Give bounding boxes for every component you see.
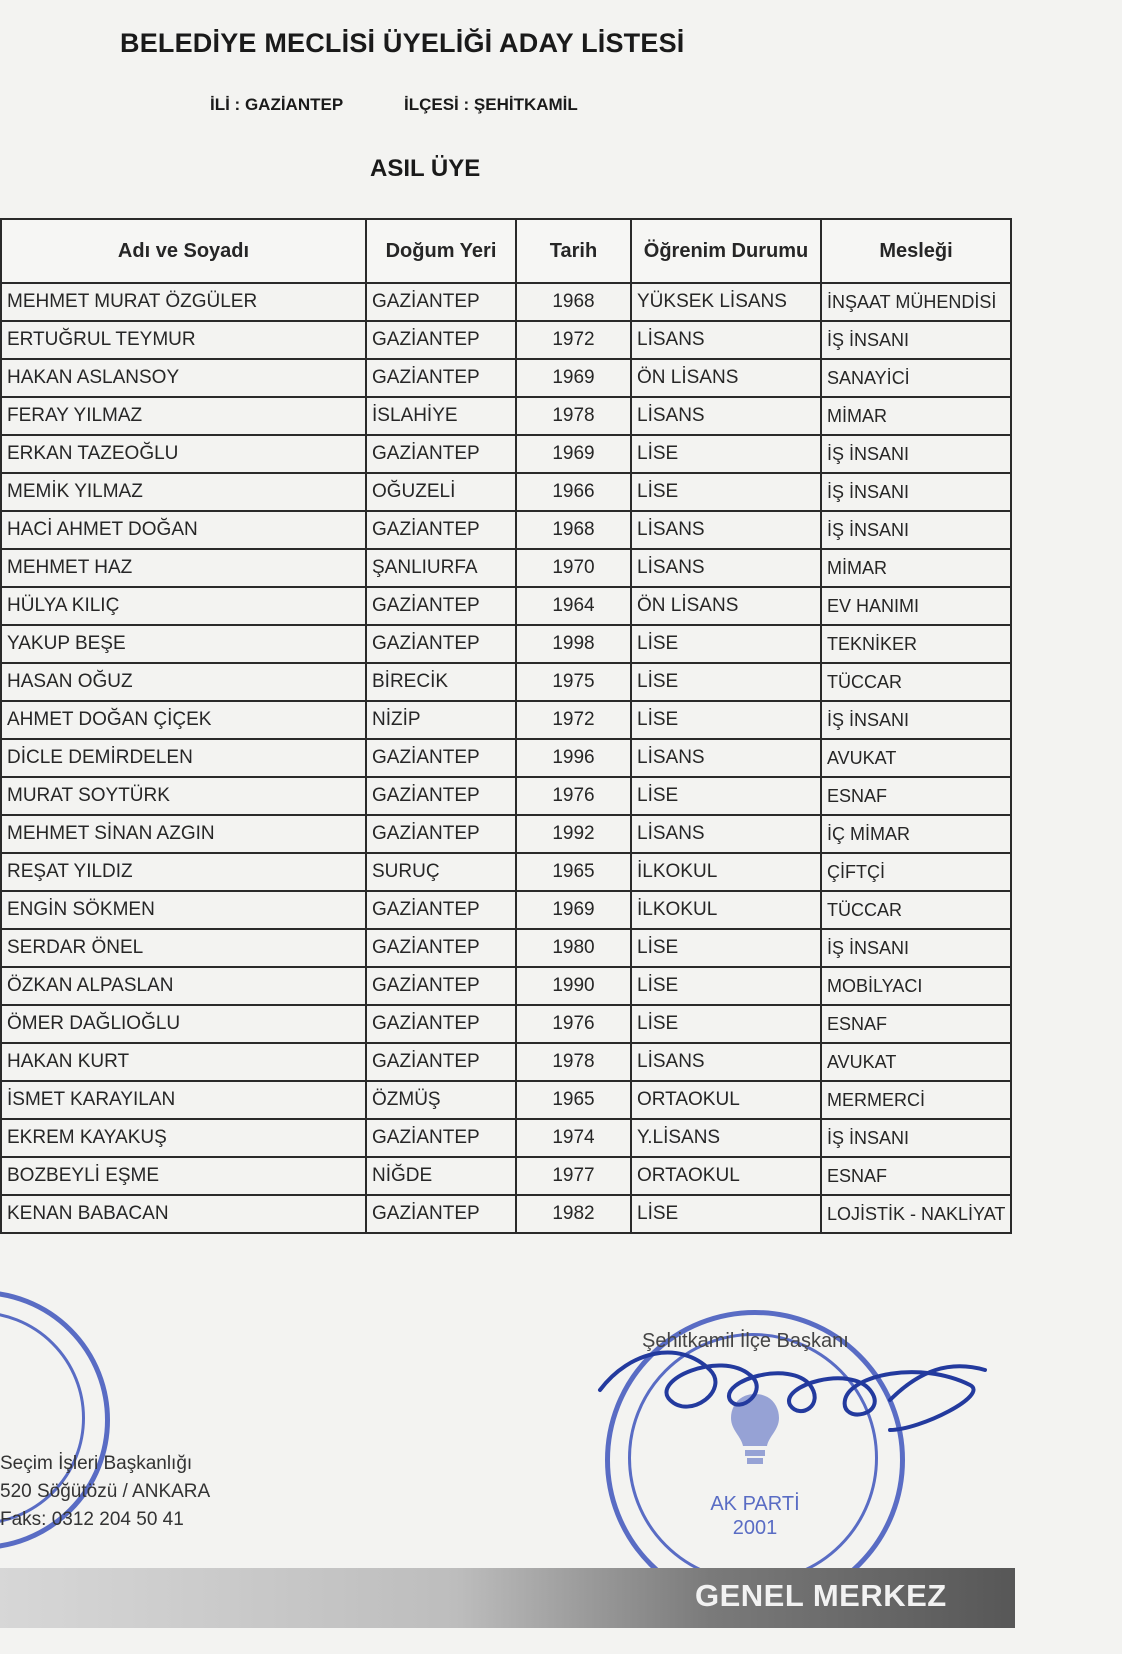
- table-row: [1, 853, 1011, 891]
- signature-label: Şehitkamil İlçe Başkanı: [642, 1330, 849, 1352]
- cell-education: LİSE: [631, 967, 821, 1005]
- table-row: [1, 549, 1011, 587]
- table-row: [1, 701, 1011, 739]
- cell-occupation: İŞ İNSANI: [821, 435, 1011, 473]
- cell-education: LİSE: [631, 929, 821, 967]
- office-line: 520 Söğütözü / ANKARA: [0, 1481, 211, 1502]
- cell-occupation: TÜCCAR: [821, 663, 1011, 701]
- cell-year: 1972: [516, 701, 631, 739]
- cell-name: HAKAN KURT: [1, 1043, 366, 1081]
- cell-occupation: EV HANIMI: [821, 587, 1011, 625]
- cell-year: 1992: [516, 815, 631, 853]
- cell-education: ORTAOKUL: [631, 1081, 821, 1119]
- cell-name: ÖMER DAĞLIOĞLU: [1, 1005, 366, 1043]
- cell-occupation: LOJİSTİK - NAKLİYAT: [821, 1195, 1011, 1233]
- cell-education: LİSE: [631, 701, 821, 739]
- cell-year: 1998: [516, 625, 631, 663]
- cell-year: 1969: [516, 891, 631, 929]
- stamp-year: 2001: [732, 1517, 778, 1539]
- cell-year: 1970: [516, 549, 631, 587]
- cell-year: 1965: [516, 853, 631, 891]
- office-line: Seçim İşleri Başkanlığı: [0, 1453, 193, 1474]
- cell-year: 1975: [516, 663, 631, 701]
- cell-name: HÜLYA KILIÇ: [1, 587, 366, 625]
- candidate-table: [0, 218, 1012, 1234]
- handwritten-signature: [590, 1330, 1010, 1480]
- cell-birthplace: OĞUZELİ: [366, 473, 516, 511]
- cell-name: MURAT SOYTÜRK: [1, 777, 366, 815]
- cell-year: 1972: [516, 321, 631, 359]
- header-education: Öğrenim Durumu: [631, 219, 821, 283]
- cell-name: HAKAN ASLANSOY: [1, 359, 366, 397]
- cell-education: LİSANS: [631, 739, 821, 777]
- cell-occupation: İŞ İNSANI: [821, 321, 1011, 359]
- table-row: [1, 967, 1011, 1005]
- cell-education: LİSE: [631, 1005, 821, 1043]
- table-row: [1, 587, 1011, 625]
- cell-occupation: TÜCCAR: [821, 891, 1011, 929]
- province-label: İLİ : GAZİANTEP: [210, 95, 344, 114]
- cell-name: ÖZKAN ALPASLAN: [1, 967, 366, 1005]
- cell-occupation: AVUKAT: [821, 739, 1011, 777]
- cell-education: LİSANS: [631, 1043, 821, 1081]
- cell-name: ENGİN SÖKMEN: [1, 891, 366, 929]
- header-year: Tarih: [516, 219, 631, 283]
- cell-birthplace: GAZİANTEP: [366, 1119, 516, 1157]
- cell-year: 1965: [516, 1081, 631, 1119]
- cell-occupation: İŞ İNSANI: [821, 701, 1011, 739]
- cell-name: HASAN OĞUZ: [1, 663, 366, 701]
- cell-birthplace: GAZİANTEP: [366, 739, 516, 777]
- cell-occupation: MOBİLYACI: [821, 967, 1011, 1005]
- table-row: [1, 1081, 1011, 1119]
- cell-education: LİSANS: [631, 321, 821, 359]
- district-label: İLÇESİ : ŞEHİTKAMİL: [404, 95, 578, 114]
- cell-birthplace: GAZİANTEP: [366, 929, 516, 967]
- cell-year: 1976: [516, 777, 631, 815]
- header-name: Adı ve Soyadı: [1, 219, 366, 283]
- cell-name: DİCLE DEMİRDELEN: [1, 739, 366, 777]
- section-title: ASIL ÜYE: [370, 155, 481, 182]
- cell-birthplace: GAZİANTEP: [366, 1005, 516, 1043]
- cell-year: 1977: [516, 1157, 631, 1195]
- table-row: [1, 777, 1011, 815]
- cell-occupation: ESNAF: [821, 1005, 1011, 1043]
- cell-occupation: AVUKAT: [821, 1043, 1011, 1081]
- cell-birthplace: SURUÇ: [366, 853, 516, 891]
- office-line: Faks: 0312 204 50 41: [0, 1509, 184, 1530]
- cell-year: 1980: [516, 929, 631, 967]
- cell-year: 1976: [516, 1005, 631, 1043]
- cell-occupation: MİMAR: [821, 549, 1011, 587]
- table-row: [1, 739, 1011, 777]
- cell-education: İLKOKUL: [631, 853, 821, 891]
- cell-name: HACİ AHMET DOĞAN: [1, 511, 366, 549]
- cell-year: 1978: [516, 397, 631, 435]
- cell-occupation: İŞ İNSANI: [821, 1119, 1011, 1157]
- table-row: [1, 397, 1011, 435]
- cell-occupation: ESNAF: [821, 1157, 1011, 1195]
- table-row: [1, 1005, 1011, 1043]
- cell-birthplace: GAZİANTEP: [366, 777, 516, 815]
- cell-birthplace: GAZİANTEP: [366, 891, 516, 929]
- cell-occupation: İŞ İNSANI: [821, 511, 1011, 549]
- cell-year: 1969: [516, 435, 631, 473]
- table-row: [1, 663, 1011, 701]
- table-row: [1, 1119, 1011, 1157]
- cell-name: BOZBEYLİ EŞME: [1, 1157, 366, 1195]
- cell-name: ERKAN TAZEOĞLU: [1, 435, 366, 473]
- table-row: [1, 1195, 1011, 1233]
- header-birthplace: Doğum Yeri: [366, 219, 516, 283]
- cell-name: EKREM KAYAKUŞ: [1, 1119, 366, 1157]
- cell-name: AHMET DOĞAN ÇİÇEK: [1, 701, 366, 739]
- cell-birthplace: NİZİP: [366, 701, 516, 739]
- cell-education: LİSANS: [631, 549, 821, 587]
- cell-education: ÖN LİSANS: [631, 359, 821, 397]
- stamp-party-name: AK PARTİ: [710, 1493, 800, 1515]
- table-row: [1, 283, 1011, 321]
- cell-occupation: İÇ MİMAR: [821, 815, 1011, 853]
- table-row: [1, 473, 1011, 511]
- table-row: [1, 321, 1011, 359]
- table-row: [1, 1043, 1011, 1081]
- table-row: [1, 891, 1011, 929]
- cell-occupation: TEKNİKER: [821, 625, 1011, 663]
- cell-year: 1982: [516, 1195, 631, 1233]
- cell-birthplace: BİRECİK: [366, 663, 516, 701]
- cell-name: FERAY YILMAZ: [1, 397, 366, 435]
- cell-birthplace: GAZİANTEP: [366, 359, 516, 397]
- cell-birthplace: İSLAHİYE: [366, 397, 516, 435]
- cell-education: LİSE: [631, 777, 821, 815]
- cell-education: LİSE: [631, 435, 821, 473]
- cell-name: REŞAT YILDIZ: [1, 853, 366, 891]
- cell-education: ÖN LİSANS: [631, 587, 821, 625]
- cell-name: KENAN BABACAN: [1, 1195, 366, 1233]
- cell-year: 1964: [516, 587, 631, 625]
- cell-education: LİSANS: [631, 511, 821, 549]
- cell-birthplace: GAZİANTEP: [366, 625, 516, 663]
- cell-name: İSMET KARAYILAN: [1, 1081, 366, 1119]
- table-header-row: [1, 219, 1011, 283]
- cell-education: LİSE: [631, 625, 821, 663]
- page-title: BELEDİYE MECLİSİ ÜYELİĞİ ADAY LİSTESİ: [120, 28, 685, 58]
- cell-name: MEHMET SİNAN AZGIN: [1, 815, 366, 853]
- cell-birthplace: ÖZMÜŞ: [366, 1081, 516, 1119]
- cell-education: İLKOKUL: [631, 891, 821, 929]
- cell-birthplace: GAZİANTEP: [366, 321, 516, 359]
- cell-birthplace: GAZİANTEP: [366, 587, 516, 625]
- table-row: [1, 435, 1011, 473]
- cell-birthplace: GAZİANTEP: [366, 511, 516, 549]
- cell-year: 1974: [516, 1119, 631, 1157]
- cell-occupation: MERMERCİ: [821, 1081, 1011, 1119]
- cell-education: ORTAOKUL: [631, 1157, 821, 1195]
- cell-birthplace: GAZİANTEP: [366, 435, 516, 473]
- cell-year: 1966: [516, 473, 631, 511]
- table-row: [1, 511, 1011, 549]
- cell-education: LİSE: [631, 473, 821, 511]
- office-info: [0, 1450, 210, 1534]
- cell-year: 1968: [516, 511, 631, 549]
- cell-year: 1990: [516, 967, 631, 1005]
- table-row: [1, 929, 1011, 967]
- cell-name: ERTUĞRUL TEYMUR: [1, 321, 366, 359]
- table-row: [1, 359, 1011, 397]
- header-occupation: Mesleği: [821, 219, 1011, 283]
- table-row: [1, 1157, 1011, 1195]
- cell-year: 1968: [516, 283, 631, 321]
- cell-birthplace: GAZİANTEP: [366, 815, 516, 853]
- cell-occupation: İŞ İNSANI: [821, 929, 1011, 967]
- table-row: [1, 815, 1011, 853]
- cell-education: LİSANS: [631, 397, 821, 435]
- cell-name: MEHMET MURAT ÖZGÜLER: [1, 283, 366, 321]
- cell-year: 1969: [516, 359, 631, 397]
- cell-occupation: İŞ İNSANI: [821, 473, 1011, 511]
- cell-birthplace: GAZİANTEP: [366, 1043, 516, 1081]
- table-row: [1, 625, 1011, 663]
- cell-occupation: MİMAR: [821, 397, 1011, 435]
- cell-birthplace: GAZİANTEP: [366, 283, 516, 321]
- cell-year: 1996: [516, 739, 631, 777]
- cell-occupation: SANAYİCİ: [821, 359, 1011, 397]
- cell-birthplace: ŞANLIURFA: [366, 549, 516, 587]
- cell-name: YAKUP BEŞE: [1, 625, 366, 663]
- cell-name: MEMİK YILMAZ: [1, 473, 366, 511]
- cell-education: LİSE: [631, 663, 821, 701]
- cell-education: YÜKSEK LİSANS: [631, 283, 821, 321]
- cell-occupation: ESNAF: [821, 777, 1011, 815]
- cell-birthplace: NİĞDE: [366, 1157, 516, 1195]
- cell-year: 1978: [516, 1043, 631, 1081]
- footer-bar-text: GENEL MERKEZ: [695, 1578, 947, 1613]
- cell-occupation: ÇİFTÇİ: [821, 853, 1011, 891]
- cell-birthplace: GAZİANTEP: [366, 1195, 516, 1233]
- cell-occupation: İNŞAAT MÜHENDİSİ: [821, 283, 1011, 321]
- cell-education: LİSE: [631, 1195, 821, 1233]
- cell-education: Y.LİSANS: [631, 1119, 821, 1157]
- cell-name: MEHMET HAZ: [1, 549, 366, 587]
- cell-education: LİSANS: [631, 815, 821, 853]
- cell-birthplace: GAZİANTEP: [366, 967, 516, 1005]
- cell-name: SERDAR ÖNEL: [1, 929, 366, 967]
